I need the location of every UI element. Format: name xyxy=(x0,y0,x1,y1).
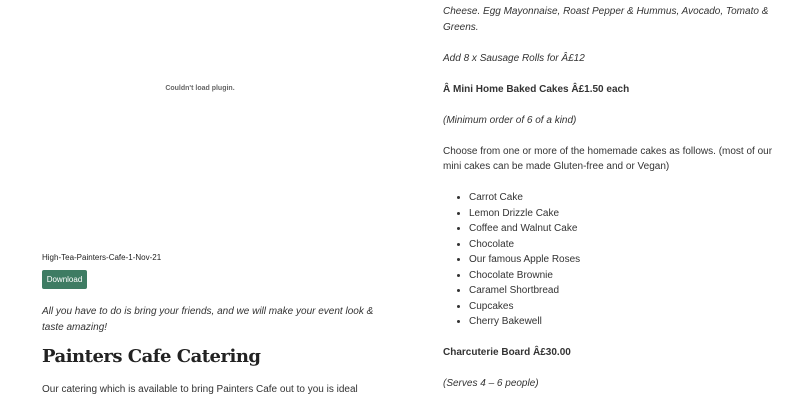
intro-text: All you have to do is bring your friends, and we will make your event look & taste amazing! xyxy=(42,306,374,333)
list-item: • Chocolate Brownie xyxy=(469,268,778,284)
list-item: • Chocolate xyxy=(469,237,778,253)
mini-cakes-heading: Â Mini Home Baked Cakes Â£1.50 each xyxy=(443,83,630,95)
choose-cakes-text: Choose from one or more of the homemade cakes as follows. (most of our mini cakes can be made Gluten-free and or Vegan) xyxy=(443,145,773,172)
list-item: • Coffee and Walnut Cake xyxy=(469,221,778,237)
left-content xyxy=(42,304,382,398)
fillings-text-line1: Cheese. Egg Mayonnaise, Roast Pepper & Hummus, Avocado, Tomato & xyxy=(443,6,769,17)
sausage-rolls-offer: Add 8 x Sausage Rolls for Â£12 xyxy=(443,52,585,64)
pdf-embed-plugin xyxy=(42,0,358,240)
plugin-error-message: Couldn't load plugin. xyxy=(165,84,235,92)
minimum-order-note: (Minimum order of 6 of a kind) xyxy=(443,114,577,126)
charcuterie-heading: Charcuterie Board Â£30.00 xyxy=(443,347,571,358)
cakes-list xyxy=(443,190,778,330)
catering-text: Our catering which is available to bring Painters Cafe out to you is ideal xyxy=(42,384,358,395)
fillings-text-line2: Greens. xyxy=(443,21,479,33)
list-item: • Cupcakes xyxy=(469,299,778,315)
list-item: • Carrot Cake xyxy=(469,190,778,206)
list-item: • Caramel Shortbread xyxy=(469,283,778,299)
list-item: • Cherry Bakewell xyxy=(469,314,778,330)
section-heading: Painters Cafe Catering xyxy=(42,346,261,367)
list-item: • Lemon Drizzle Cake xyxy=(469,206,778,222)
right-content xyxy=(443,4,778,392)
download-button[interactable]: Download xyxy=(42,270,87,289)
serves-note: (Serves 4 – 6 people) xyxy=(443,378,539,389)
file-name: High-Tea-Painters-Cafe-1-Nov-21 xyxy=(42,253,162,262)
list-item: • Our famous Apple Roses xyxy=(469,252,778,268)
